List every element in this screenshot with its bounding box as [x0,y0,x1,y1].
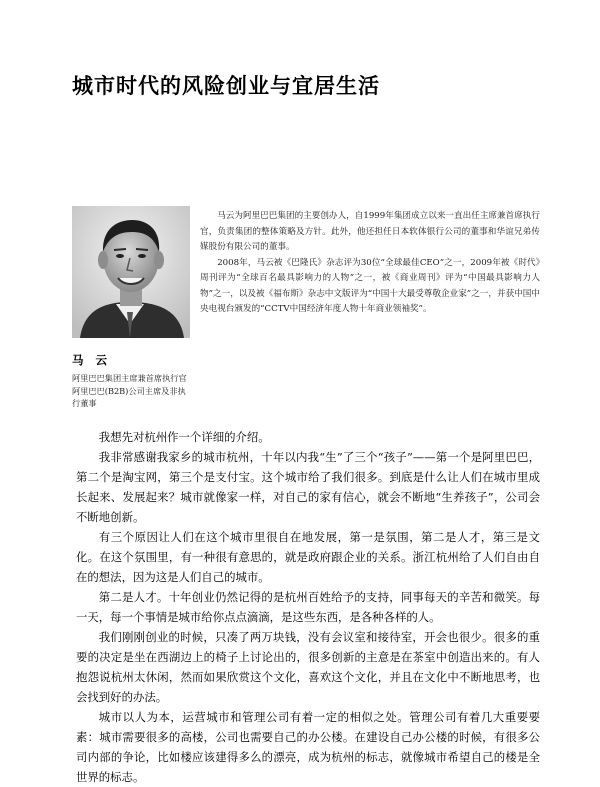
body-paragraph: 我想先对杭州作一个详细的介绍。 [98,430,270,444]
bio-paragraph: 2008年，马云被《巴隆氏》杂志评为30位“全球最佳CEO”之一，2009年被《时代》周刊评为“全球百名最具影响力的人物”之一，被《商业周刊》评为“中国最具影响力人物”之一，以及被《福布斯》杂志中文版评为“中国十大最受尊敬企业家”之一，并获中国中央电视台颁发的“CCTV中国经济年度人物十年商业领袖奖”。 [200,257,540,314]
page-title: 城市时代的风险创业与宜居生活 [72,74,380,98]
author-title-line: 阿里巴巴集团主席兼首席执行官 [72,373,187,383]
body-paragraph: 第二是人才。十年创业仍然记得的是杭州百姓给予的支持，同事每天的辛苦和微笑。每一天，每一个事情是城市给你点点滴滴，是这些东西，是各种各样的人。 [76,590,540,624]
bio-paragraph: 马云为阿里巴巴集团的主要创办人，自1999年集团成立以来一直出任主席兼首席执行官，负责集团的整体策略及方针。此外，他还担任日本软体银行公司的董事和华谊兄弟传媒股份有限公司的董事。 [200,211,540,252]
portrait-photo [72,206,190,338]
bio-text [200,209,540,318]
author-title-line: 阿里巴巴(B2B)公司主席及非执 [72,385,186,396]
body-paragraph: 有三个原因让人们在这个城市里很自在地发展，第一是氛围，第二是人才，第三是文化。在这个氛围里，有一种很有意思的，就是政府跟企业的关系。浙江杭州给了人们自由自在的想法，因为这是人们自己的城市。 [76,530,540,584]
article-body [76,427,540,787]
author-name: 马云 [72,353,119,367]
author-title-line: 行董事 [72,398,97,408]
author-info [72,352,212,410]
body-paragraph: 城市以人为本，运营城市和管理公司有着一定的相似之处。管理公司有着几大重要要素：城市需要很多的高楼，公司也需要自己的办公楼。在建设自己办公楼的时候，有很多公司内部的争论，比如楼应该建得多么的漂亮，成为杭州的标志，就像城市希望自己的楼是全世界的标志。 [76,710,540,784]
body-paragraph: 我非常感谢我家乡的城市杭州，十年以内我“生”了三个“孩子”——第一个是阿里巴巴，第二个是淘宝网，第三个是支付宝。这个城市给了我们很多。到底是什么让人们在城市里成长起来、发展起来？城市就像家一样，对自己的家有信心，就会不断地“生养孩子”，公司会不断地创新。 [76,450,540,524]
body-paragraph: 我们刚刚创业的时候，只凑了两万块钱，没有会议室和接待室，开会也很少。很多的重要的决定是坐在西湖边上的椅子上讨论出的，很多创新的主意是在茶室中创造出来的。有人抱怨说杭州太休闲，然而如果欣赏这个文化，喜欢这个文化，并且在文化中不断地思考，也会找到好的办法。 [76,630,540,704]
